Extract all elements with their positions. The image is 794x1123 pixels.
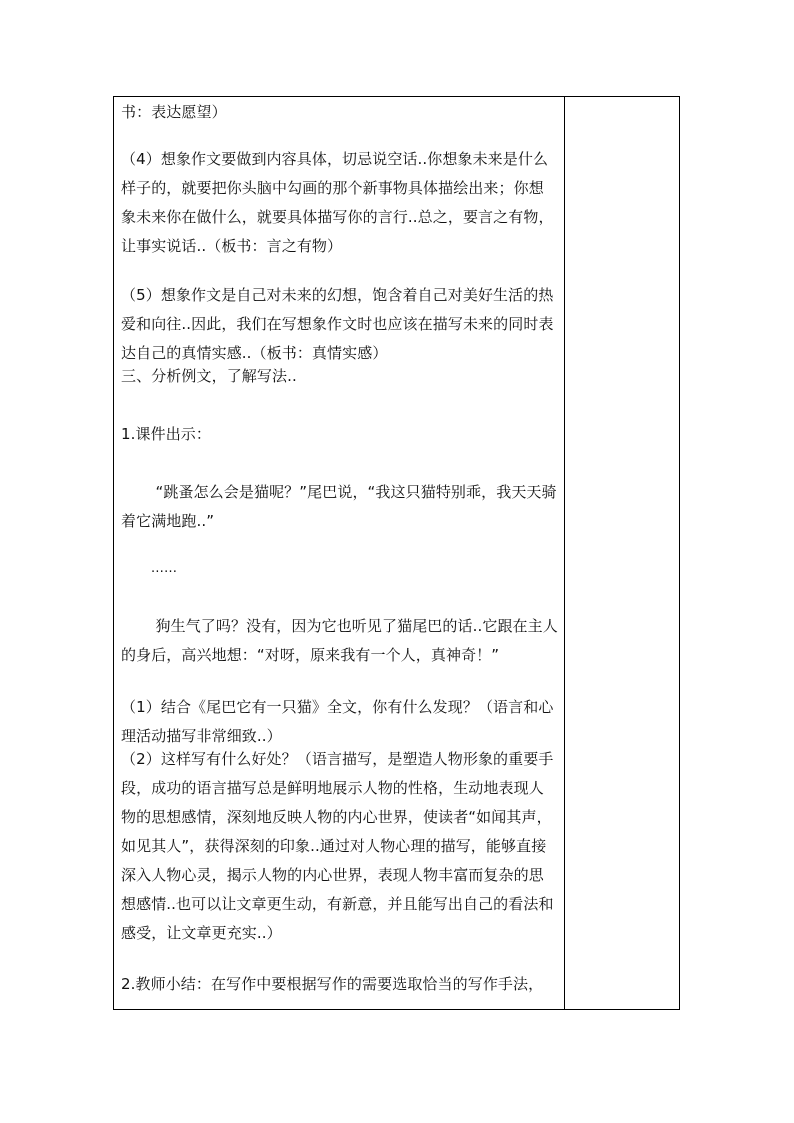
example-ellipsis: …… bbox=[150, 561, 178, 576]
paragraph-point-5: （5）想象作文是自己对未来的幻想，饱含着自己对美好生活的热爱和向往..因此，我们在写想象作文时也应该在描写未来的同时表达自己的真情实感..（板书：真情实感） bbox=[121, 286, 554, 362]
example-quote-1: “跳蚤怎么会是猫呢？”尾巴说，“我这只猫特别乖，我天天骑着它满地跑..” bbox=[121, 483, 557, 530]
paragraph-board-note: 书：表达愿望） bbox=[121, 103, 227, 121]
section-heading-3: 三、分析例文，了解写法.. bbox=[121, 367, 297, 385]
example-quote-2: 狗生气了吗？没有，因为它也听见了猫尾巴的话..它跟在主人的身后，高兴地想：“对呀，原来我有一个人，真神奇！” bbox=[121, 617, 558, 664]
table-column-divider bbox=[564, 96, 565, 1010]
paragraph-point-4: （4）想象作文要做到内容具体，切忌说空话..你想象未来是什么样子的，就要把你头脑中勾画的那个新事物具体描绘出来；你想象未来你在做什么，就要具体描写你的言行..总之，要言之有物，让事实说话..（板书：言之有物） bbox=[121, 150, 554, 255]
teacher-summary: 2.教师小结：在写作中要根据写作的需要选取恰当的写作手法， bbox=[121, 975, 544, 993]
question-1: （1）结合《尾巴它有一只猫》全文，你有什么发现？（语言和心理活动描写非常细致..） bbox=[121, 698, 554, 745]
lesson-content-cell bbox=[113, 96, 564, 1010]
question-2: （2）这样写有什么好处？（语言描写，是塑造人物形象的重要手段，成功的语言描写总是鲜明地展示人物的性格，生动地表现人物的思想感情，深刻地反映人物的内心世界，使读者“如闻其声，如见其人”，获得深刻的印象..通过对人物心理的描写，能够直接深入人物心灵，揭示人物的内心世界，表现人物丰富而复杂的思想感情..也可以让文章更生动，有新意，并且能写出自己的看法和感受，让文章更充实..） bbox=[121, 750, 554, 942]
paragraph-courseware: 1.课件出示： bbox=[121, 425, 212, 443]
